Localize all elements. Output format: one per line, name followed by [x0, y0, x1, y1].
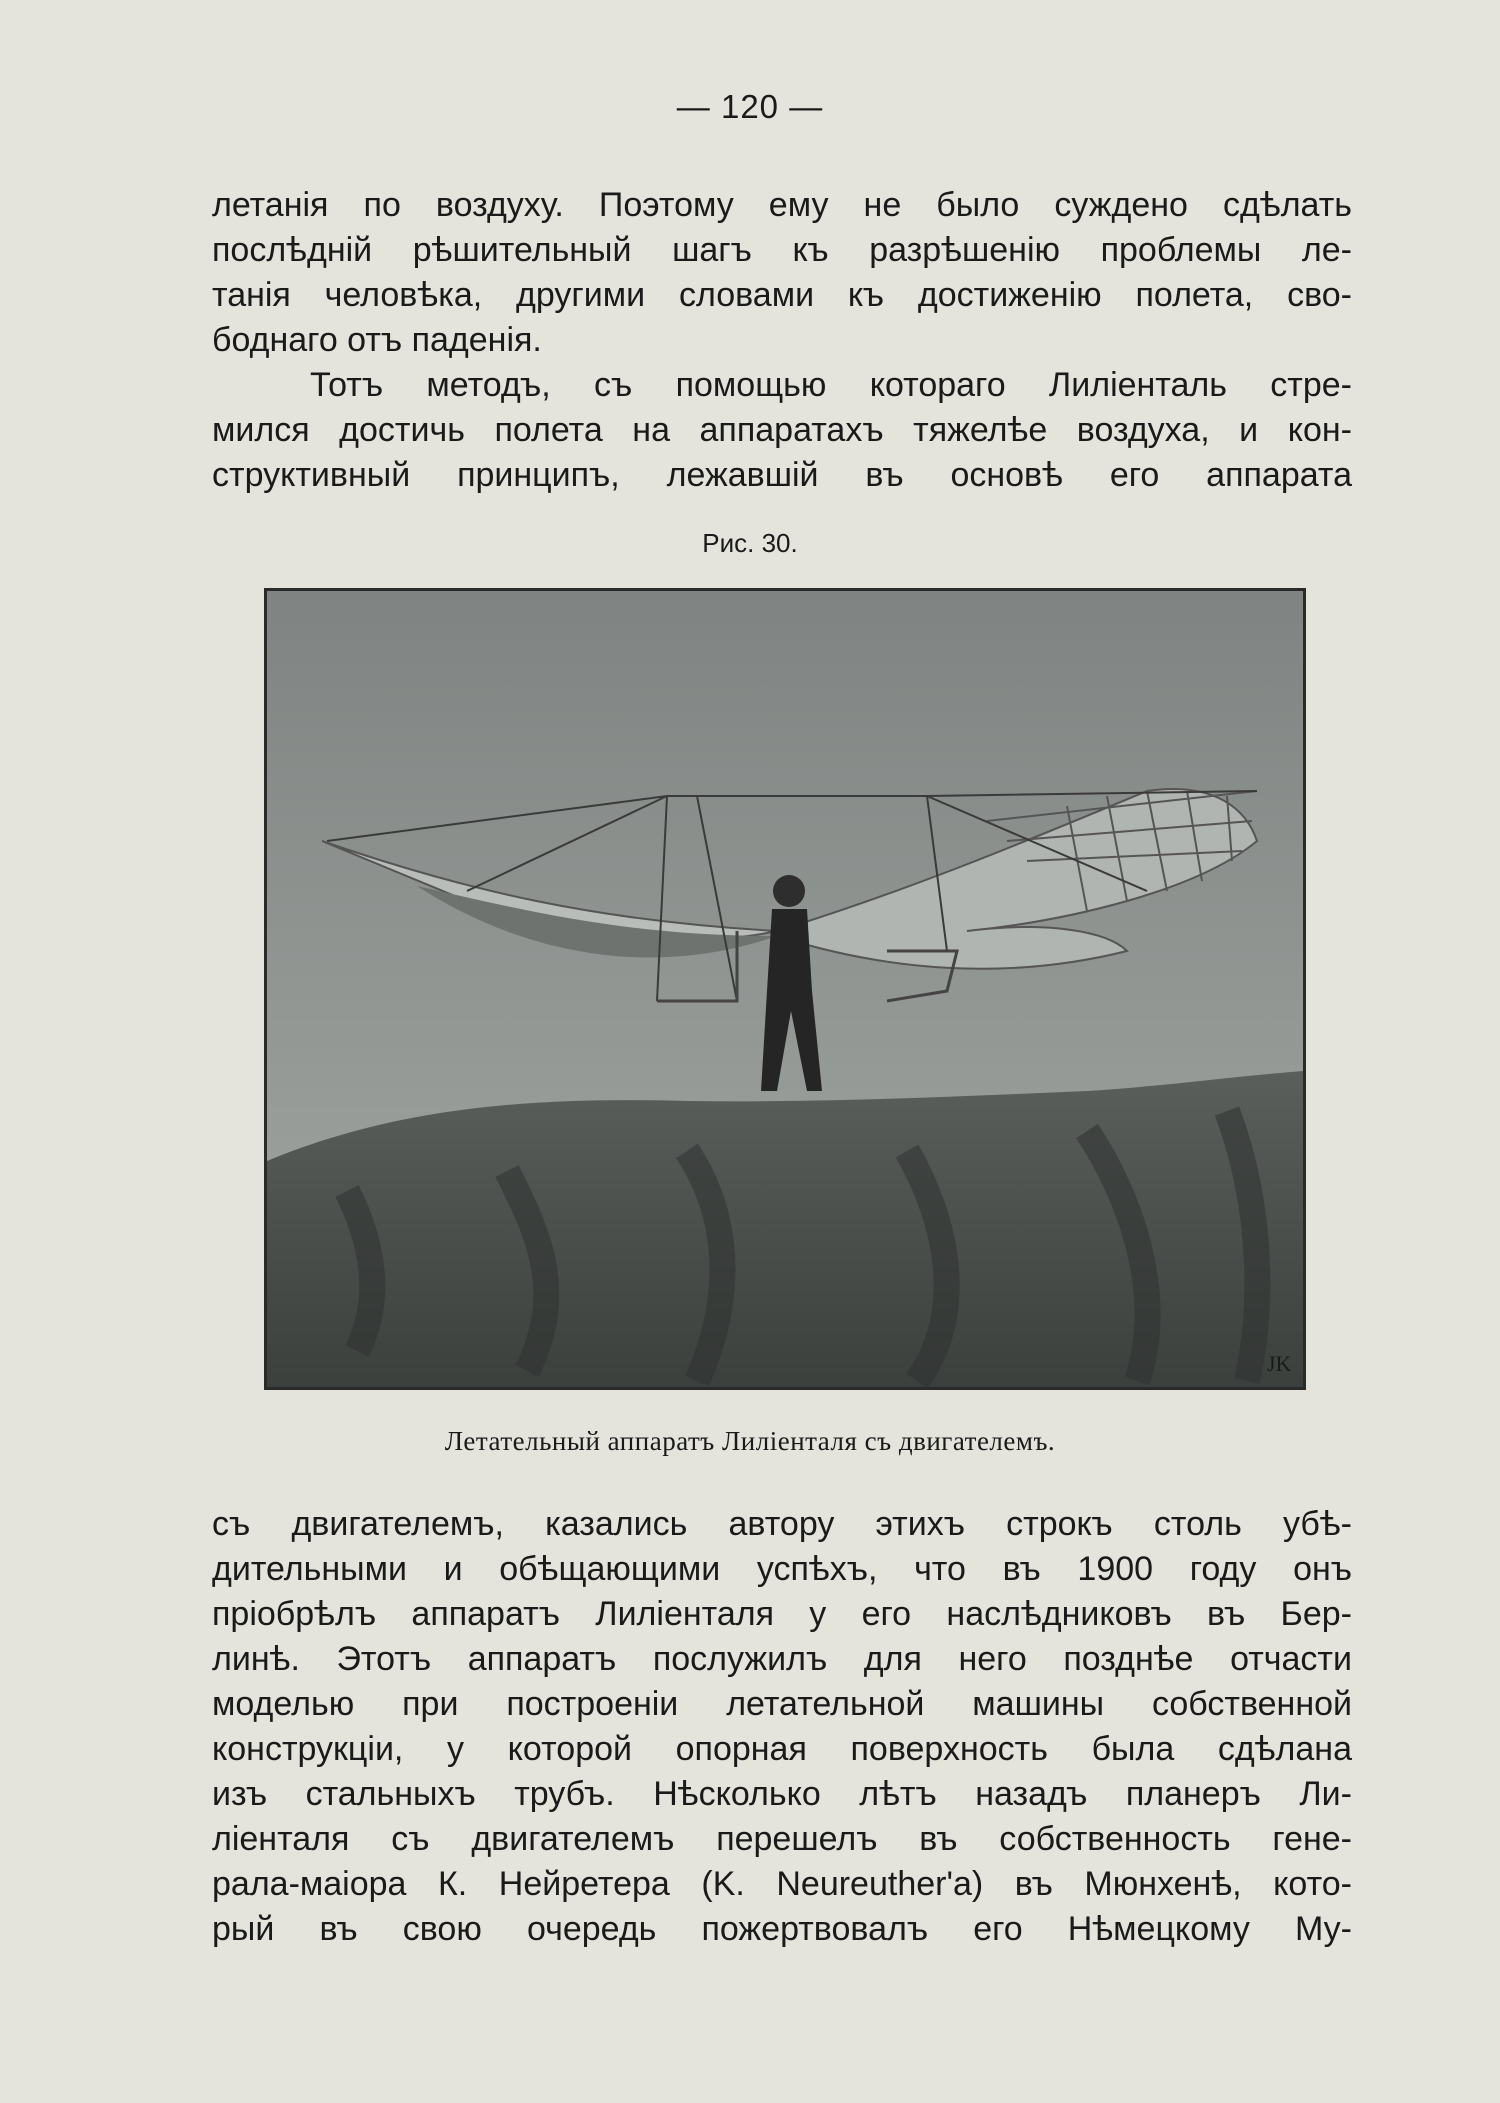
text-line: пріобрѣлъ аппаратъ Лилiенталя у его наслѣдниковъ въ Бер- — [212, 1595, 1352, 1633]
paragraph-top-1 — [212, 183, 1352, 363]
paragraph-top-2 — [212, 363, 1352, 498]
text-line: линѣ. Этотъ аппаратъ послужилъ для него позднѣе отчасти — [212, 1640, 1352, 1678]
figure-label: Рис. 30. — [702, 528, 798, 558]
page-number: — 120 — — [676, 88, 824, 125]
text-line: рала-маіора К. Нейретера (K. Neureuther'а) въ Мюнхенѣ, кото- — [212, 1865, 1352, 1903]
text-line: конструкціи, у которой опорная поверхность была сдѣлана — [212, 1730, 1352, 1768]
text-line: мился достичь полета на аппаратахъ тяжелѣе воздуха, и кон- — [212, 411, 1352, 449]
text-line: танія человѣка, другими словами къ достиженію полета, сво- — [212, 276, 1352, 314]
text-line: моделью при построеніи летательной машины собственной — [212, 1685, 1352, 1723]
text-line: Тотъ методъ, съ помощью котораго Лилiенталь стре- — [310, 366, 1352, 404]
glider-photo-illustration — [267, 591, 1303, 1387]
text-line: изъ стальныхъ трубъ. Нѣсколько лѣтъ назадъ планеръ Ли- — [212, 1775, 1352, 1813]
text-line: дительными и обѣщающими успѣхъ, что въ 1900 году онъ — [212, 1550, 1352, 1588]
text-line: структивный принципъ, лежавшій въ основѣ его аппарата — [212, 456, 1352, 494]
text-line: съ двигателемъ, казались автору этихъ строкъ столь убѣ- — [212, 1505, 1352, 1543]
figure-photo — [264, 588, 1306, 1390]
text-line: боднаго отъ паденія. — [212, 321, 542, 359]
pilot-head — [773, 875, 805, 907]
text-line: рый въ свою очередь пожертвовалъ его Нѣмецкому Му- — [212, 1910, 1352, 1948]
figure-caption: Летательный аппаратъ Лилiенталя съ двигателемъ. — [444, 1426, 1056, 1456]
text-line: лiенталя съ двигателемъ перешелъ въ собственность гене- — [212, 1820, 1352, 1858]
paragraph-bottom — [212, 1502, 1352, 1952]
artist-monogram: JK — [1267, 1351, 1292, 1376]
text-line: послѣдній рѣшительный шагъ къ разрѣшенію проблемы ле- — [212, 231, 1352, 269]
text-line: летанія по воздуху. Поэтому ему не было суждено сдѣлать — [212, 186, 1352, 224]
